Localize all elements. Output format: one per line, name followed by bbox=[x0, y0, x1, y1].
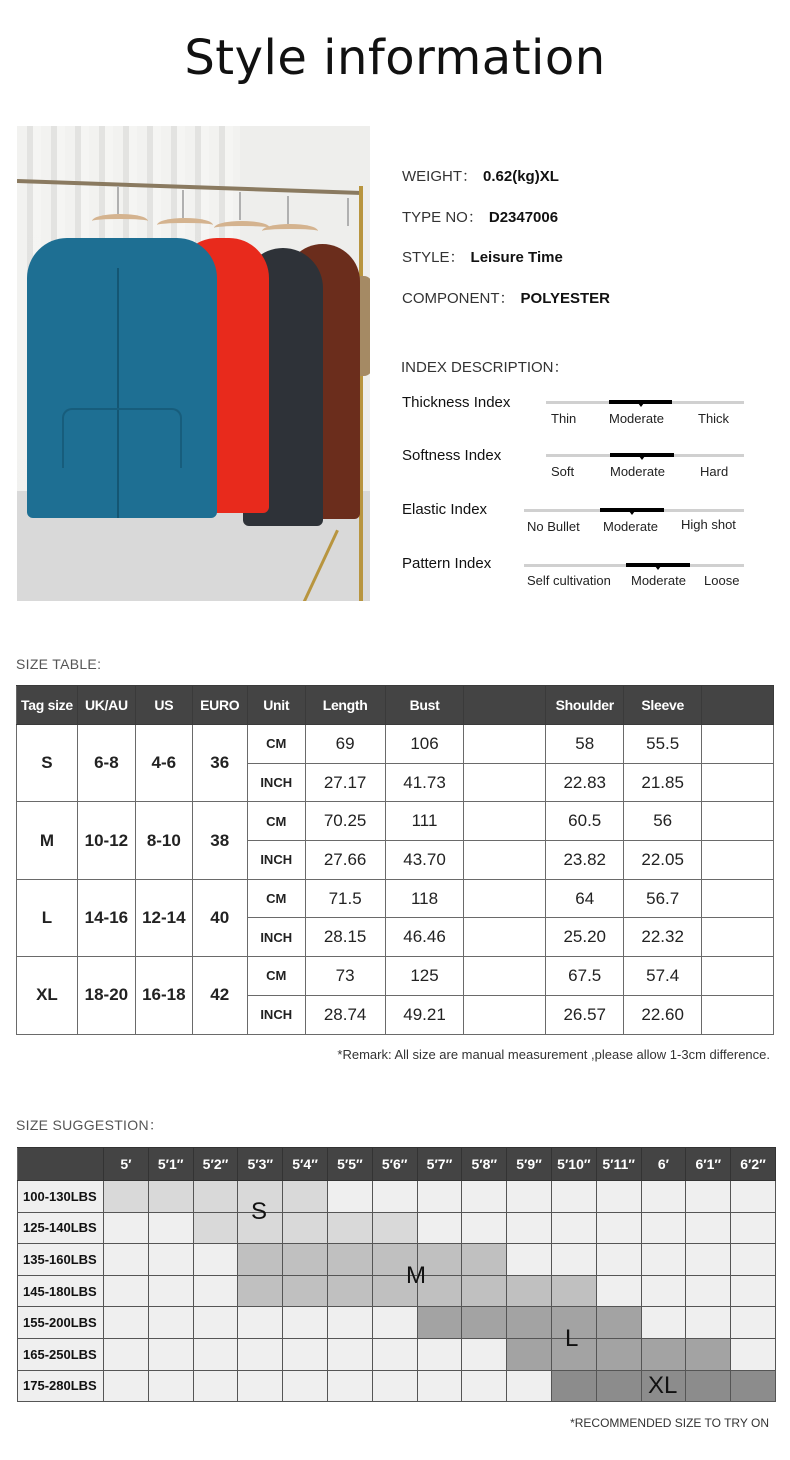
unit-cell: INCH bbox=[247, 995, 305, 1034]
product-info bbox=[402, 165, 610, 328]
grid-cell bbox=[193, 1275, 238, 1307]
grid-cell bbox=[686, 1338, 731, 1370]
tag-size-cell: L bbox=[17, 879, 78, 956]
grid-cell bbox=[104, 1307, 149, 1339]
col-sleeve: Sleeve bbox=[624, 686, 702, 725]
height-header: 5′9″ bbox=[507, 1148, 552, 1181]
grid-cell bbox=[551, 1275, 596, 1307]
weight-row bbox=[18, 1275, 776, 1307]
height-header: 5′10″ bbox=[551, 1148, 596, 1181]
shoulder-cell: 67.5 bbox=[546, 957, 624, 996]
weight-row bbox=[18, 1181, 776, 1213]
uk-au-cell: 6-8 bbox=[77, 725, 135, 802]
weight-row bbox=[18, 1212, 776, 1244]
grid-cell bbox=[193, 1338, 238, 1370]
weight-label: 125-140LBS bbox=[18, 1212, 104, 1244]
size-letter-s: S bbox=[251, 1198, 268, 1225]
sleeve-cell: 57.4 bbox=[624, 957, 702, 996]
grid-cell bbox=[731, 1338, 776, 1370]
weight-label: 135-160LBS bbox=[18, 1244, 104, 1276]
height-header: 5′7″ bbox=[417, 1148, 462, 1181]
height-header: 5′6″ bbox=[372, 1148, 417, 1181]
length-cell: 70.25 bbox=[305, 802, 385, 841]
info-value: D2347006 bbox=[488, 208, 559, 226]
grid-cell bbox=[462, 1370, 507, 1402]
grid-cell bbox=[372, 1181, 417, 1213]
blank-cell bbox=[702, 841, 774, 880]
shoulder-cell: 23.82 bbox=[546, 841, 624, 880]
uk-au-cell: 10-12 bbox=[77, 802, 135, 879]
grid-cell bbox=[462, 1181, 507, 1213]
grid-cell bbox=[507, 1338, 552, 1370]
sleeve-cell: 22.05 bbox=[624, 841, 702, 880]
shoulder-cell: 26.57 bbox=[546, 995, 624, 1034]
bust-cell: 118 bbox=[385, 879, 464, 918]
shoulder-cell: 25.20 bbox=[546, 918, 624, 957]
index-label-low: Self cultivation bbox=[527, 573, 611, 588]
grid-cell bbox=[148, 1307, 193, 1339]
index-name: Elastic Index bbox=[402, 501, 488, 518]
grid-cell bbox=[462, 1307, 507, 1339]
size-table-header bbox=[17, 686, 774, 725]
weight-label: 145-180LBS bbox=[18, 1275, 104, 1307]
index-label-high: High shot bbox=[681, 517, 736, 532]
us-cell: 16-18 bbox=[135, 957, 192, 1034]
grid-cell bbox=[686, 1275, 731, 1307]
info-weight bbox=[402, 165, 610, 206]
hanger-hook bbox=[182, 190, 184, 218]
shoulder-cell: 22.83 bbox=[546, 763, 624, 802]
grid-cell bbox=[641, 1275, 686, 1307]
grid-cell bbox=[283, 1338, 328, 1370]
height-header: 5′11″ bbox=[596, 1148, 641, 1181]
length-cell: 69 bbox=[305, 725, 385, 764]
grid-cell bbox=[507, 1244, 552, 1276]
grid-cell bbox=[283, 1244, 328, 1276]
grid-cell bbox=[283, 1212, 328, 1244]
grid-cell bbox=[731, 1275, 776, 1307]
bust-cell: 125 bbox=[385, 957, 464, 996]
grid-cell bbox=[596, 1370, 641, 1402]
table-row bbox=[17, 802, 774, 841]
unit-cell: CM bbox=[247, 957, 305, 996]
index-label-low: No Bullet bbox=[527, 519, 580, 534]
index-label-low: Thin bbox=[551, 411, 577, 426]
grid-cell bbox=[327, 1212, 372, 1244]
grid-cell bbox=[551, 1370, 596, 1402]
info-value: Leisure Time bbox=[470, 249, 563, 267]
uk-au-cell: 14-16 bbox=[77, 879, 135, 956]
table-row bbox=[17, 725, 774, 764]
hanger-hook bbox=[117, 186, 119, 214]
bust-cell: 111 bbox=[385, 802, 464, 841]
grid-cell bbox=[596, 1307, 641, 1339]
grid-cell bbox=[731, 1244, 776, 1276]
grid-cell bbox=[148, 1275, 193, 1307]
grid-cell bbox=[104, 1275, 149, 1307]
unit-cell: CM bbox=[247, 725, 305, 764]
blank-cell bbox=[464, 957, 546, 996]
shoulder-cell: 58 bbox=[546, 725, 624, 764]
grid-cell bbox=[327, 1244, 372, 1276]
blank-cell bbox=[464, 763, 546, 802]
index-name: Pattern Index bbox=[402, 555, 492, 572]
col-euro: EURO bbox=[192, 686, 247, 725]
info-type-no bbox=[402, 206, 610, 247]
size-letter-xl: XL bbox=[648, 1372, 678, 1399]
info-key: WEIGHT： bbox=[402, 168, 477, 185]
euro-cell: 36 bbox=[192, 725, 247, 802]
grid-cell bbox=[193, 1307, 238, 1339]
grid-cell bbox=[507, 1212, 552, 1244]
kangaroo-pocket bbox=[62, 408, 182, 468]
unit-cell: INCH bbox=[247, 763, 305, 802]
height-header: 5′5″ bbox=[327, 1148, 372, 1181]
euro-cell: 38 bbox=[192, 802, 247, 879]
grid-cell bbox=[417, 1338, 462, 1370]
length-cell: 73 bbox=[305, 957, 385, 996]
sleeve-cell: 56.7 bbox=[624, 879, 702, 918]
height-header: 6′2″ bbox=[731, 1148, 776, 1181]
weight-label: 165-250LBS bbox=[18, 1338, 104, 1370]
index-name: Softness Index bbox=[402, 447, 502, 464]
index-label-mid: Moderate bbox=[631, 573, 686, 588]
blank-cell bbox=[464, 879, 546, 918]
table-row bbox=[17, 879, 774, 918]
grid-cell bbox=[193, 1181, 238, 1213]
info-value: 0.62(kg)XL bbox=[483, 168, 559, 185]
grid-cell bbox=[148, 1181, 193, 1213]
size-suggestion-label: SIZE SUGGESTION： bbox=[16, 1117, 164, 1133]
tag-size-cell: M bbox=[17, 802, 78, 879]
grid-cell bbox=[686, 1212, 731, 1244]
size-letter-m: M bbox=[406, 1262, 426, 1289]
grid-cell bbox=[596, 1181, 641, 1213]
grid-cell bbox=[283, 1307, 328, 1339]
grid-cell bbox=[327, 1307, 372, 1339]
wooden-hanger bbox=[262, 224, 318, 238]
col-length: Length bbox=[305, 686, 385, 725]
shoulder-cell: 64 bbox=[546, 879, 624, 918]
grid-cell bbox=[507, 1307, 552, 1339]
height-header-row bbox=[18, 1148, 776, 1181]
blank-cell bbox=[464, 725, 546, 764]
info-key: COMPONENT： bbox=[402, 290, 515, 308]
grid-cell bbox=[327, 1181, 372, 1213]
index-marker bbox=[626, 563, 690, 567]
grid-cell bbox=[238, 1370, 283, 1402]
height-header: 5′1″ bbox=[148, 1148, 193, 1181]
grid-cell bbox=[507, 1181, 552, 1213]
blank-cell bbox=[464, 918, 546, 957]
wooden-hanger bbox=[92, 214, 148, 228]
grid-cell bbox=[327, 1370, 372, 1402]
size-table-label: SIZE TABLE: bbox=[16, 656, 102, 672]
grid-cell bbox=[462, 1212, 507, 1244]
index-label-high: Loose bbox=[704, 573, 740, 588]
info-component bbox=[402, 287, 610, 328]
size-letter-l: L bbox=[565, 1325, 579, 1352]
grid-cell bbox=[372, 1370, 417, 1402]
grid-cell bbox=[551, 1244, 596, 1276]
grid-cell bbox=[417, 1370, 462, 1402]
blank-cell bbox=[702, 725, 774, 764]
sleeve-cell: 22.32 bbox=[624, 918, 702, 957]
weight-label: 100-130LBS bbox=[18, 1181, 104, 1213]
blank-cell bbox=[464, 995, 546, 1034]
grid-cell bbox=[462, 1244, 507, 1276]
bust-cell: 43.70 bbox=[385, 841, 464, 880]
index-label-high: Thick bbox=[698, 411, 730, 426]
col-us: US bbox=[135, 686, 192, 725]
weight-row bbox=[18, 1244, 776, 1276]
blank-cell bbox=[464, 841, 546, 880]
blank-cell bbox=[702, 802, 774, 841]
index-label-high: Hard bbox=[700, 464, 729, 479]
col-unit: Unit bbox=[247, 686, 305, 725]
sleeve-cell: 22.60 bbox=[624, 995, 702, 1034]
grid-cell bbox=[417, 1307, 462, 1339]
height-header: 5′3″ bbox=[238, 1148, 283, 1181]
size-remark: *Remark: All size are manual measurement ,please allow 1-3cm difference. bbox=[337, 1047, 770, 1062]
blank-cell bbox=[702, 957, 774, 996]
unit-cell: INCH bbox=[247, 918, 305, 957]
grid-cell bbox=[417, 1181, 462, 1213]
grid-cell bbox=[731, 1181, 776, 1213]
uk-au-cell: 18-20 bbox=[77, 957, 135, 1034]
index-label-low: Soft bbox=[551, 464, 575, 479]
grid-cell bbox=[641, 1181, 686, 1213]
grid-cell bbox=[193, 1244, 238, 1276]
euro-cell: 42 bbox=[192, 957, 247, 1034]
grid-cell bbox=[104, 1212, 149, 1244]
grid-cell bbox=[104, 1244, 149, 1276]
grid-cell bbox=[283, 1181, 328, 1213]
height-header: 5′2″ bbox=[193, 1148, 238, 1181]
grid-cell bbox=[417, 1212, 462, 1244]
wooden-hanger bbox=[157, 218, 213, 232]
grid-cell bbox=[148, 1370, 193, 1402]
info-key: STYLE： bbox=[402, 249, 465, 267]
product-photo bbox=[17, 126, 370, 601]
blank-cell bbox=[702, 763, 774, 802]
grid-cell bbox=[372, 1212, 417, 1244]
grid-cell bbox=[462, 1338, 507, 1370]
weight-row bbox=[18, 1307, 776, 1339]
index-name: Thickness Index bbox=[402, 394, 511, 411]
grid-cell bbox=[686, 1307, 731, 1339]
blank-cell bbox=[702, 918, 774, 957]
bust-cell: 46.46 bbox=[385, 918, 464, 957]
height-header: 5′ bbox=[104, 1148, 149, 1181]
blank-cell bbox=[702, 995, 774, 1034]
index-description-title: INDEX DESCRIPTION： bbox=[401, 359, 569, 376]
height-header: 6′ bbox=[641, 1148, 686, 1181]
grid-cell bbox=[641, 1307, 686, 1339]
index-label-mid: Moderate bbox=[609, 411, 664, 426]
col-uk-au: UK/AU bbox=[77, 686, 135, 725]
size-table bbox=[16, 685, 774, 1035]
length-cell: 27.66 bbox=[305, 841, 385, 880]
unit-cell: INCH bbox=[247, 841, 305, 880]
grid-cell bbox=[148, 1244, 193, 1276]
tag-size-cell: XL bbox=[17, 957, 78, 1034]
bust-cell: 49.21 bbox=[385, 995, 464, 1034]
grid-cell bbox=[686, 1370, 731, 1402]
length-cell: 28.74 bbox=[305, 995, 385, 1034]
grid-cell bbox=[104, 1181, 149, 1213]
blue-hoodie bbox=[27, 238, 217, 518]
grid-cell bbox=[238, 1244, 283, 1276]
hanger-hook bbox=[347, 198, 349, 226]
info-key: TYPE NO： bbox=[402, 208, 483, 226]
index-marker bbox=[609, 400, 672, 404]
table-row bbox=[17, 957, 774, 996]
grid-cell bbox=[507, 1370, 552, 1402]
grid-cell bbox=[193, 1212, 238, 1244]
shoulder-cell: 60.5 bbox=[546, 802, 624, 841]
hanger-hook bbox=[239, 192, 241, 220]
grid-cell bbox=[551, 1181, 596, 1213]
grid-cell bbox=[238, 1275, 283, 1307]
info-value: POLYESTER bbox=[520, 290, 610, 308]
grid-cell bbox=[596, 1338, 641, 1370]
grid-cell bbox=[731, 1370, 776, 1402]
grid-cell bbox=[462, 1275, 507, 1307]
grid-cell bbox=[327, 1338, 372, 1370]
us-cell: 8-10 bbox=[135, 802, 192, 879]
us-cell: 12-14 bbox=[135, 879, 192, 956]
sleeve-cell: 21.85 bbox=[624, 763, 702, 802]
grid-cell bbox=[327, 1275, 372, 1307]
grid-cell bbox=[104, 1370, 149, 1402]
unit-cell: CM bbox=[247, 879, 305, 918]
grid-cell bbox=[596, 1244, 641, 1276]
col-bust: Bust bbox=[385, 686, 464, 725]
zipper bbox=[117, 268, 119, 518]
length-cell: 28.15 bbox=[305, 918, 385, 957]
grid-cell bbox=[551, 1212, 596, 1244]
grid-cell bbox=[596, 1212, 641, 1244]
grid-cell bbox=[641, 1244, 686, 1276]
height-header: 5′4″ bbox=[283, 1148, 328, 1181]
index-label-mid: Moderate bbox=[603, 519, 658, 534]
length-cell: 71.5 bbox=[305, 879, 385, 918]
grid-cell bbox=[641, 1212, 686, 1244]
grid-cell bbox=[283, 1275, 328, 1307]
grid-cell bbox=[731, 1307, 776, 1339]
height-header: 6′1″ bbox=[686, 1148, 731, 1181]
weight-label: 155-200LBS bbox=[18, 1307, 104, 1339]
sleeve-cell: 55.5 bbox=[624, 725, 702, 764]
weight-row bbox=[18, 1338, 776, 1370]
index-label-mid: Moderate bbox=[610, 464, 665, 479]
grid-cell bbox=[641, 1338, 686, 1370]
euro-cell: 40 bbox=[192, 879, 247, 956]
grid-cell bbox=[238, 1307, 283, 1339]
grid-corner bbox=[18, 1148, 104, 1181]
recommend-footnote: *RECOMMENDED SIZE TO TRY ON bbox=[570, 1416, 769, 1430]
grid-cell bbox=[238, 1338, 283, 1370]
weight-label: 175-280LBS bbox=[18, 1370, 104, 1402]
grid-cell bbox=[596, 1275, 641, 1307]
index-marker bbox=[600, 508, 664, 512]
col-tag-size: Tag size bbox=[17, 686, 78, 725]
hanger-hook bbox=[287, 196, 289, 224]
us-cell: 4-6 bbox=[135, 725, 192, 802]
index-marker bbox=[610, 453, 674, 457]
grid-cell bbox=[148, 1212, 193, 1244]
page-title: Style information bbox=[184, 30, 606, 86]
height-header: 5′8″ bbox=[462, 1148, 507, 1181]
col-blank bbox=[702, 686, 774, 725]
size-suggestion-grid bbox=[17, 1147, 776, 1402]
grid-cell bbox=[193, 1370, 238, 1402]
blank-cell bbox=[702, 879, 774, 918]
info-style bbox=[402, 246, 610, 287]
grid-cell bbox=[686, 1181, 731, 1213]
unit-cell: CM bbox=[247, 802, 305, 841]
bust-cell: 41.73 bbox=[385, 763, 464, 802]
grid-cell bbox=[731, 1212, 776, 1244]
bust-cell: 106 bbox=[385, 725, 464, 764]
grid-cell bbox=[507, 1275, 552, 1307]
grid-cell bbox=[372, 1307, 417, 1339]
col-shoulder: Shoulder bbox=[546, 686, 624, 725]
grid-cell bbox=[372, 1338, 417, 1370]
grid-cell bbox=[686, 1244, 731, 1276]
tag-size-cell: S bbox=[17, 725, 78, 802]
length-cell: 27.17 bbox=[305, 763, 385, 802]
grid-cell bbox=[283, 1370, 328, 1402]
grid-cell bbox=[148, 1338, 193, 1370]
col-blank bbox=[464, 686, 546, 725]
grid-cell bbox=[104, 1338, 149, 1370]
sleeve-cell: 56 bbox=[624, 802, 702, 841]
blank-cell bbox=[464, 802, 546, 841]
